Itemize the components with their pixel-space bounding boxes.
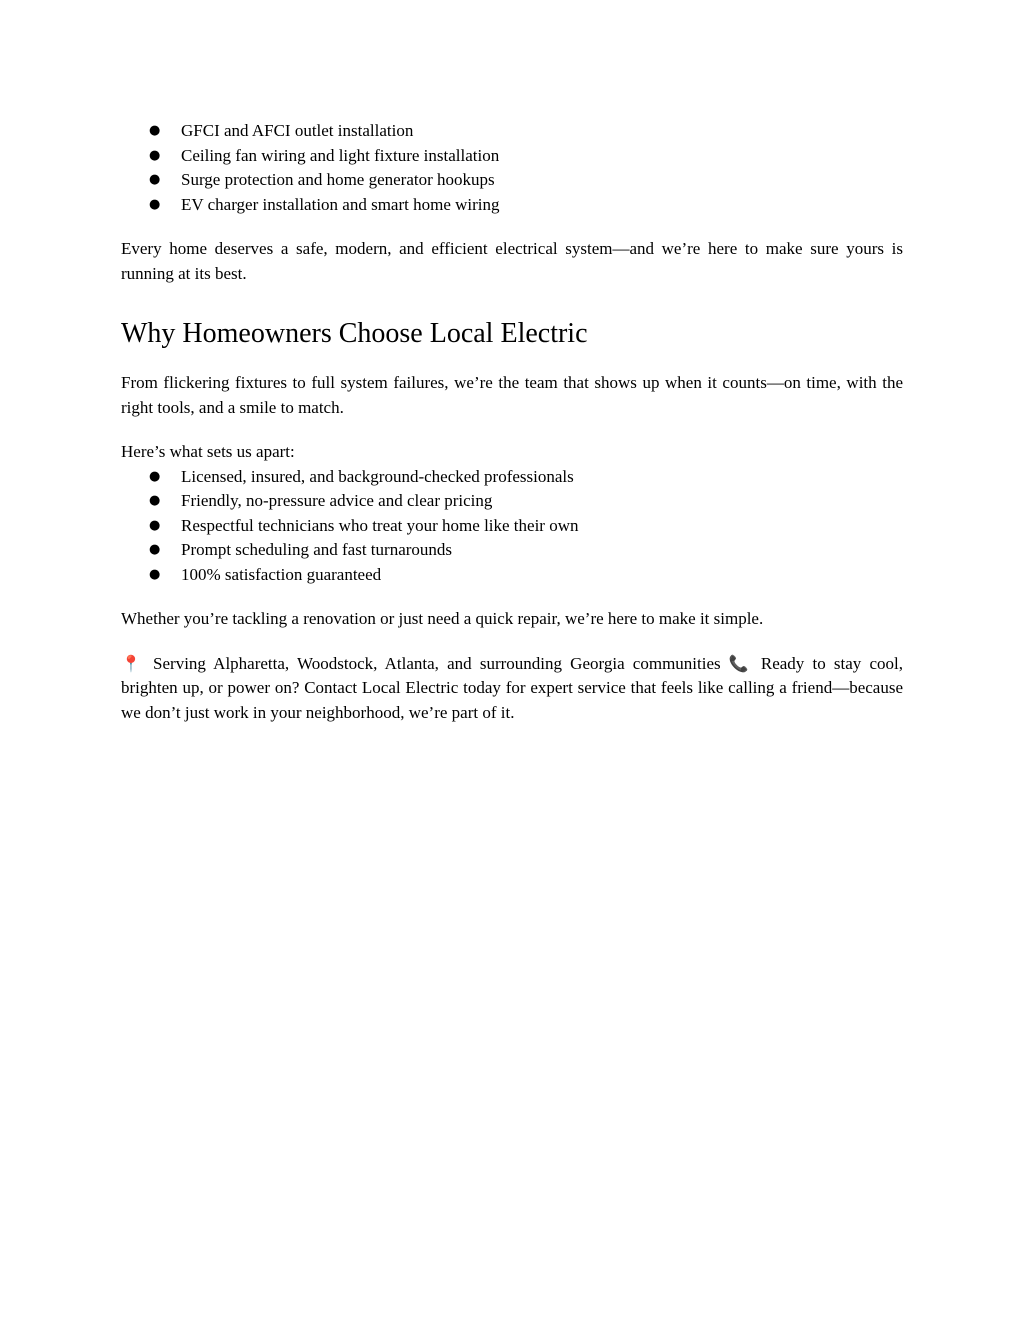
list-item: ● Prompt scheduling and fast turnarounds: [121, 538, 903, 563]
bullet-icon: ●: [149, 468, 161, 484]
closing-paragraph: [121, 652, 903, 726]
serving-text: Serving Alpharetta, Woodstock, Atlanta, and surrounding Georgia communities: [144, 653, 729, 673]
list-item: ● Ceiling fan wiring and light fixture installation: [121, 144, 903, 169]
section-heading: Why Homeowners Choose Local Electric: [121, 318, 588, 349]
apart-intro: Here’s what sets us apart:: [121, 442, 295, 461]
bullet-icon: ●: [149, 147, 161, 163]
whether-paragraph: Whether you’re tackling a renovation or just need a quick repair, we’re here to make it simple.: [121, 609, 764, 628]
map-pin-icon: 📍: [121, 653, 145, 673]
list-item: ● Surge protection and home generator hookups: [121, 168, 903, 193]
intro-paragraph: Every home deserves a safe, modern, and efficient electrical system—and we’re here to make sure yours is running at its best.: [121, 239, 903, 283]
apart-list: [121, 465, 903, 588]
phone-icon: 📞: [728, 653, 753, 673]
bullet-icon: ●: [149, 196, 161, 212]
bullet-icon: ●: [149, 566, 161, 582]
bullet-icon: ●: [149, 542, 161, 557]
bullet-icon: ●: [149, 517, 161, 533]
list-item: ● Respectful technicians who treat your home like their own: [121, 514, 903, 539]
list-item: ● 100% satisfaction guaranteed: [121, 563, 903, 588]
why-paragraph: From flickering fixtures to full system failures, we’re the team that shows up when it counts—on time, with the right tools, and a smile to match.: [121, 373, 903, 417]
list-item: ● EV charger installation and smart home wiring: [121, 193, 903, 218]
list-item: ● Licensed, insured, and background-checked professionals: [121, 465, 903, 490]
bullet-icon: ●: [149, 172, 161, 187]
services-list: [121, 119, 903, 217]
list-item: ● Friendly, no-pressure advice and clear pricing: [121, 489, 903, 514]
cta-text: Ready to stay cool, brighten up, or power on? Contact Local Electric today for expert service that feels like calling a friend—because we don’t just work in your neighborhood, we’re part of it.: [121, 653, 903, 722]
bullet-icon: ●: [149, 493, 161, 508]
document-page: [121, 119, 903, 725]
bullet-icon: ●: [149, 123, 161, 138]
list-item: ● GFCI and AFCI outlet installation: [121, 119, 903, 144]
